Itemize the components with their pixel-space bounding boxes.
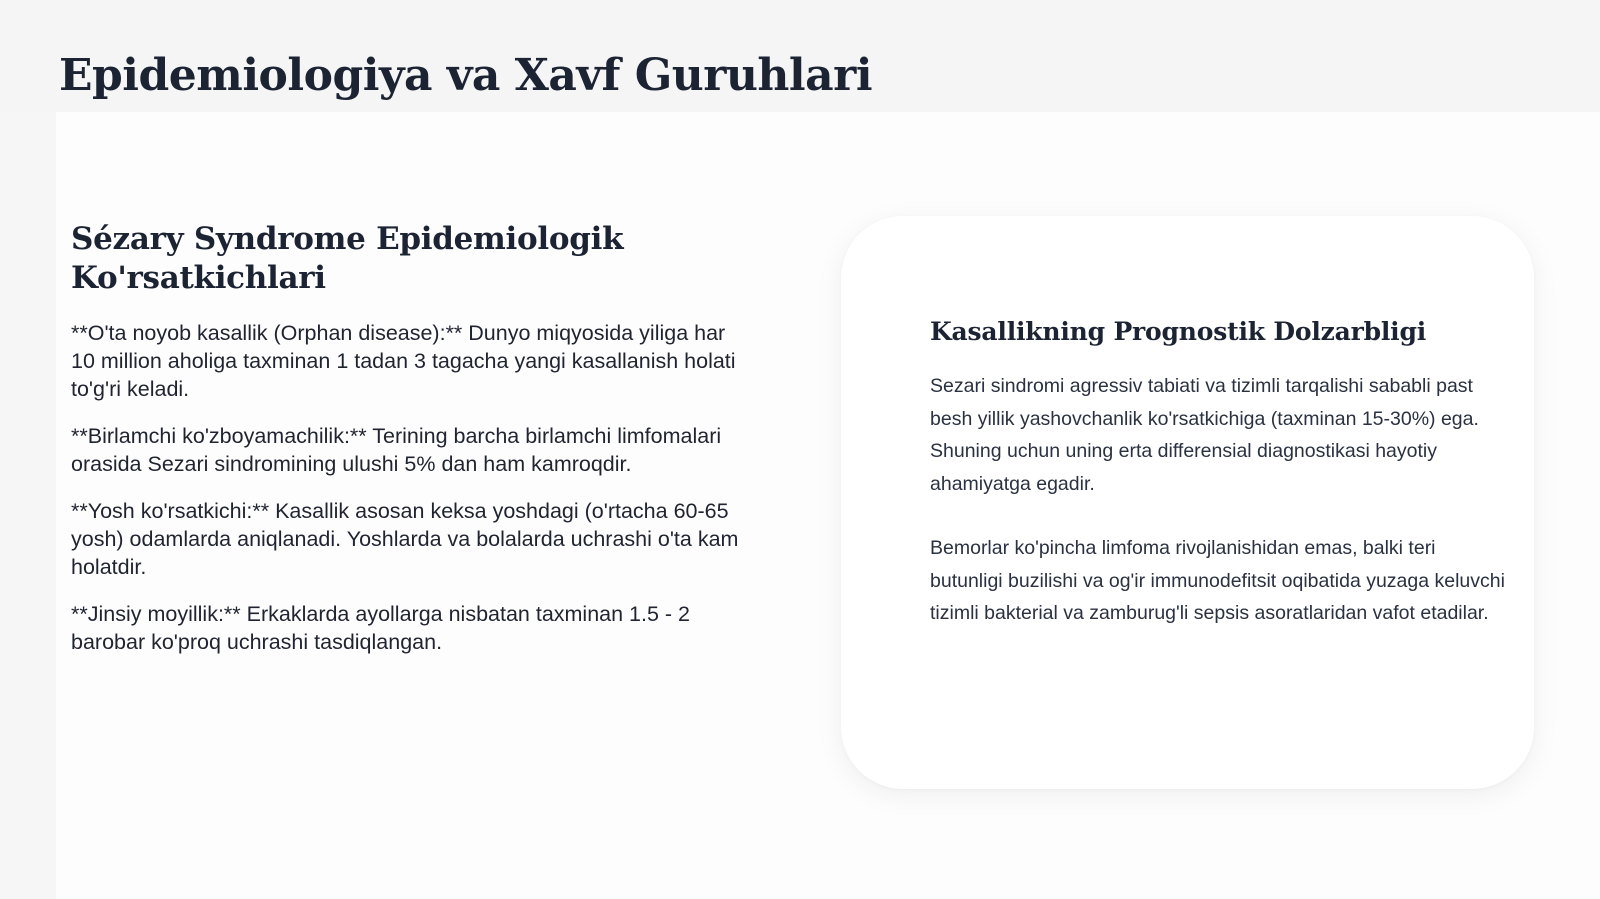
stat-item-prevalence: **O'ta noyob kasallik (Orphan disease):** Dunyo miqyosida yiliga har 10 million aholiga taxminan 1 tadan 3 tagacha yangi kasallanish holati to'g'ri keladi. [71, 321, 736, 401]
card-paragraph-mortality: Bemorlar ko'pincha limfoma rivojlanishidan emas, balki teri butunligi buzilishi va og'ir immunodefitsit oqibatida yuzaga keluvchi tizimli bakterial va zamburug'li sepsis asoratlaridan vafot etadilar. [930, 537, 1505, 624]
card-body [930, 370, 1505, 662]
stat-item-age: **Yosh ko'rsatkichi:** Kasallik asosan keksa yoshdagi (o'rtacha 60-65 yosh) odamlarda aniqlanadi. Yoshlarda va bolalarda uchrashi o'ta kam holatdir. [71, 499, 739, 579]
stat-item-primary-share: **Birlamchi ko'zboyamachilik:** Terining barcha birlamchi limfomalari orasida Sezari sindromining ulushi 5% dan ham kamroqdir. [71, 424, 722, 476]
stat-item-sex: **Jinsiy moyillik:** Erkaklarda ayollarga nisbatan taxminan 1.5 - 2 barobar ko'proq uchrashi tasdiqlangan. [71, 602, 691, 654]
prognosis-card [841, 216, 1534, 789]
section-heading: Sézary Syndrome Epidemiologik Ko'rsatkichlari [71, 221, 624, 296]
card-paragraph-survival: Sezari sindromi agressiv tabiati va tizimli tarqalishi sababli past besh yillik yashovchanlik ko'rsatkichiga (taxminan 15-30%) ega. Shuning uchun uning erta differensial diagnostikasi hayotiy ahamiyatga egadir. [930, 375, 1479, 495]
epidemiology-section [71, 220, 751, 675]
page-title: Epidemiologiya va Xavf Guruhlari [59, 50, 873, 101]
card-title: Kasallikning Prognostik Dolzarbligi [930, 317, 1427, 346]
